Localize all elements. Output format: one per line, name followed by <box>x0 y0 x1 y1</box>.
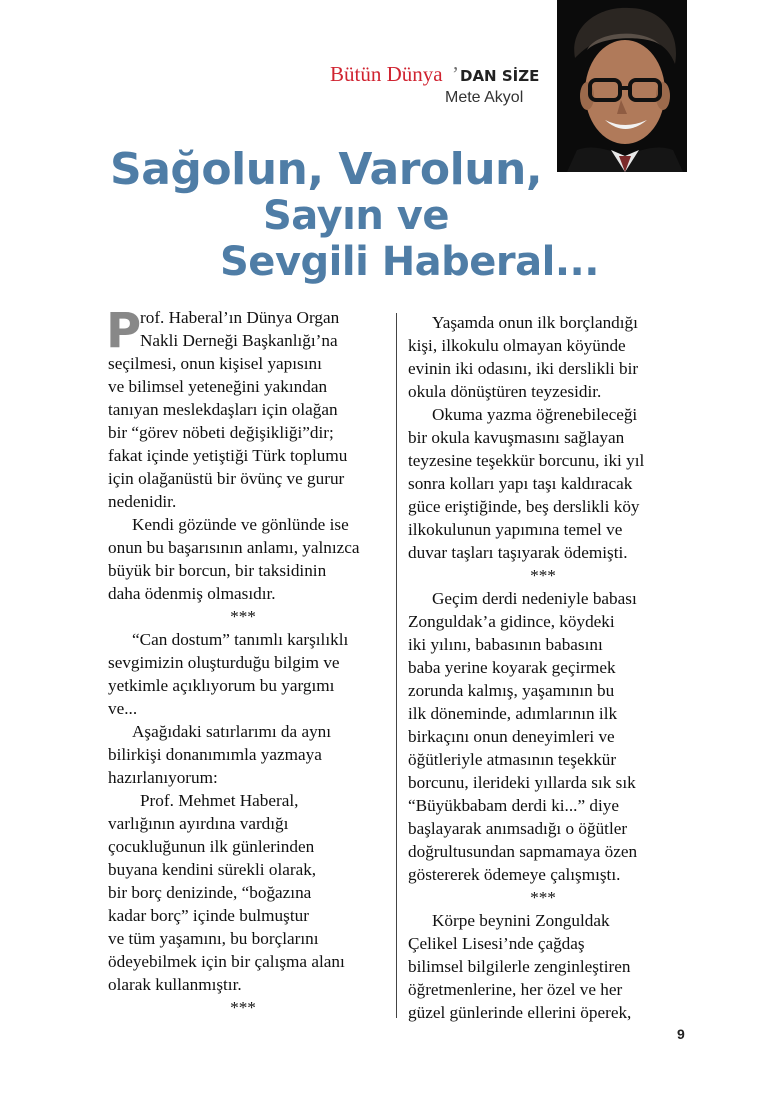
text-line: ilkokulunun yapımına temel ve <box>408 520 623 539</box>
text-line: bilirkişi donanımımla yazmaya <box>108 745 322 764</box>
text-line: “Büyükbabam derdi ki...” diye <box>408 796 619 815</box>
text-line: bir borç denizinde, “boğazına <box>108 883 312 902</box>
text-line: baba yerine koyarak geçirmek <box>408 658 616 677</box>
text-line: ve bilimsel yeteneğini yakından <box>108 377 328 396</box>
text-line: bilimsel bilgilerle zenginleştiren <box>408 957 631 976</box>
text-line: bir okula kavuşmasını sağlayan <box>408 428 625 447</box>
title-line-2: Sayın ve <box>263 193 449 239</box>
section-separator: *** <box>230 998 256 1017</box>
text-line: öğretmenlerine, her özel ve her <box>408 980 623 999</box>
text-line: Prof. Mehmet Haberal, <box>140 791 299 810</box>
text-line: onun bu başarısının anlamı, yalnızca <box>108 538 360 557</box>
text-line: doğrultusundan sapmamaya özen <box>408 842 638 861</box>
text-line: kişi, ilkokulu olmayan köyünde <box>408 336 626 355</box>
text-line: ve... <box>108 699 138 718</box>
text-line: daha ödenmiş olmasıdır. <box>108 584 276 603</box>
text-line: iki yılını, babasının babasını <box>408 635 603 654</box>
text-line: nedenidir. <box>108 492 177 511</box>
text-line: Aşağıdaki satırlarımı da aynı <box>132 722 332 741</box>
text-line: fakat içinde yetiştiği Türk toplumu <box>108 446 348 465</box>
text-line: öğütleriyle atmasının teşekkür <box>408 750 617 769</box>
section-separator: *** <box>230 607 256 626</box>
text-line: yetkimle açıklıyorum bu yargımı <box>108 676 335 695</box>
text-line: birkaçını onun deneyimleri ve <box>408 727 615 746</box>
column-name: Bütün Dünya <box>330 62 443 86</box>
column-suffix: DAN SİZE <box>460 67 540 85</box>
text-line: ve tüm yaşamını, bu borçlarını <box>108 929 319 948</box>
text-line: başlayarak anımsadığı o öğütler <box>408 819 628 838</box>
section-separator: *** <box>530 566 556 585</box>
text-line: rof. Haberal’ın Dünya Organ <box>140 308 340 327</box>
author-portrait-image <box>557 0 687 172</box>
text-line: göstererek ödemeye çalışmıştı. <box>408 865 621 884</box>
section-separator: *** <box>530 888 556 907</box>
text-line: sevgimizin oluşturduğu bilgim ve <box>108 653 340 672</box>
text-line: güce eriştiğinde, beş derslikli köy <box>408 497 640 516</box>
text-line: “Can dostum” tanımlı karşılıklı <box>132 630 349 649</box>
text-line: borcunu, ilerideki yıllarda sık sık <box>408 773 636 792</box>
text-line: Körpe beynini Zonguldak <box>432 911 610 930</box>
column-divider <box>396 313 397 1018</box>
text-line: tanıyan meslekdaşları için olağan <box>108 400 338 419</box>
title-line-3: Sevgili Haberal... <box>220 239 599 285</box>
column-apostrophe: ’ <box>452 62 459 86</box>
text-line: okula dönüştüren teyzesidir. <box>408 382 602 401</box>
text-line: buyana kendini sürekli olarak, <box>108 860 317 879</box>
text-line: ilk döneminde, adımlarının ilk <box>408 704 618 723</box>
text-line: seçilmesi, onun kişisel yapısını <box>108 354 322 373</box>
drop-cap: P <box>106 303 142 359</box>
article-left-column <box>106 303 378 1019</box>
text-line: Okuma yazma öğrenebileceği <box>432 405 638 424</box>
text-line: ödeyebilmek için bir çalışma alanı <box>108 952 345 971</box>
text-line: çocukluğunun ilk günlerinden <box>108 837 315 856</box>
text-line: Geçim derdi nedeniyle babası <box>432 589 637 608</box>
text-line: olarak kullanmıştır. <box>108 975 242 994</box>
text-line: bir “görev nöbeti değişikliği”dir; <box>108 423 334 442</box>
text-line: sonra kolları yapı taşı kaldıracak <box>408 474 633 493</box>
text-line: Çelikel Lisesi’nde çağdaş <box>408 934 585 953</box>
author-name: Mete Akyol <box>445 89 524 106</box>
page-number: 9 <box>677 1026 685 1042</box>
text-line: kadar borç” içinde bulmuştur <box>108 906 309 925</box>
text-line: Nakli Derneği Başkanlığı’na <box>140 331 338 350</box>
title-line-1: Sağolun, Varolun, <box>110 144 543 195</box>
text-line: varlığının ayırdına vardığı <box>108 814 289 833</box>
article-right-column <box>408 311 678 1024</box>
text-line: evinin iki odasını, iki derslikli bir <box>408 359 639 378</box>
text-line: güzel günlerinde ellerini öperek, <box>408 1003 632 1022</box>
text-line: zorunda kalmış, yaşamının bu <box>408 681 615 700</box>
text-line: Yaşamda onun ilk borçlandığı <box>432 313 638 332</box>
text-line: için olağanüstü bir övünç ve gurur <box>108 469 345 488</box>
text-line: Kendi gözünde ve gönlünde ise <box>132 515 349 534</box>
author-photo <box>557 0 687 172</box>
text-line: teyzesine teşekkür borcunu, iki yıl <box>408 451 645 470</box>
text-line: Zonguldak’a gidince, köydeki <box>408 612 615 631</box>
text-line: büyük bir borcun, bir taksidinin <box>108 561 327 580</box>
text-line: duvar taşları taşıyarak ödemişti. <box>408 543 628 562</box>
text-line: hazırlanıyorum: <box>108 768 218 787</box>
